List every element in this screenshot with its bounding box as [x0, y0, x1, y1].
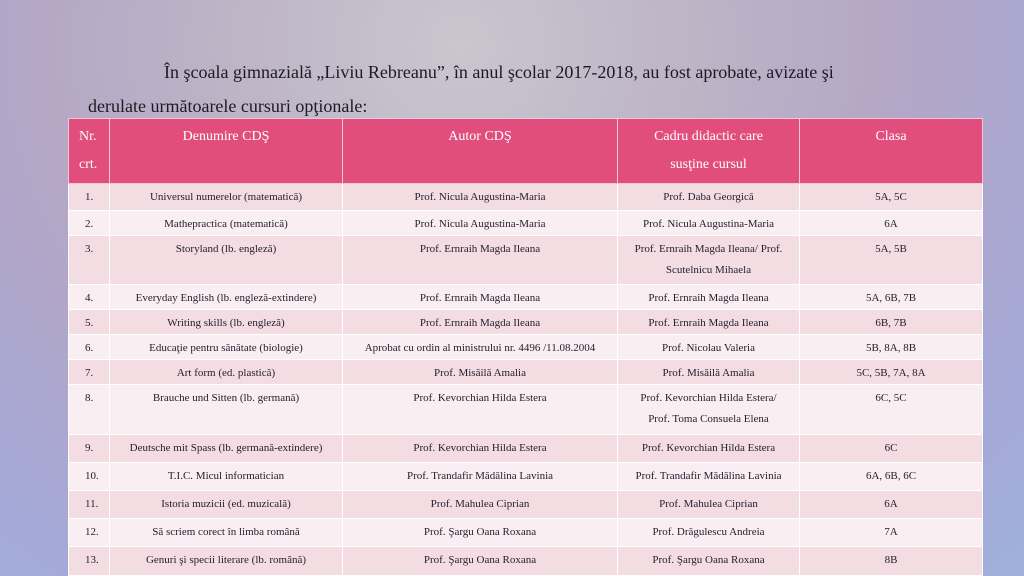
header-autor: Autor CDŞ [343, 119, 618, 184]
cell-nr-text: 1. [85, 191, 94, 203]
cell-denumire [110, 491, 343, 519]
intro-line-2: derulate următoarele cursuri opţionale: [88, 96, 368, 116]
cell-clasa [800, 385, 983, 435]
cell-denumire-text: Istoria muzicii (ed. muzicală) [161, 498, 291, 510]
table-row [69, 184, 983, 211]
cell-denumire [110, 285, 343, 310]
cell-nr [69, 310, 110, 335]
cell-cadru [618, 435, 800, 463]
cell-autor-text: Aprobat cu ordin al ministrului nr. 4496 /11.08.2004 [364, 342, 596, 354]
cell-clasa [800, 184, 983, 211]
cell-nr [69, 519, 110, 547]
header-clasa: Clasa [800, 119, 983, 184]
cell-nr-text: 11. [85, 498, 99, 510]
header-nr-crt [69, 119, 110, 184]
cell-cadru-text: Prof. Ernraih Magda Ileana [648, 292, 769, 304]
cell-clasa-text: 6A [884, 498, 898, 510]
cell-cadru-text: Prof. Nicula Augustina-Maria [642, 218, 775, 230]
cell-clasa-text: 5A, 5C [875, 191, 907, 203]
cell-clasa-text: 6A, 6B, 6C [865, 470, 917, 482]
cell-denumire-text: Art form (ed. plastică) [176, 367, 276, 379]
cell-autor [343, 310, 618, 335]
cell-cadru-text: Prof. Ernraih Magda Ileana [648, 317, 769, 329]
cell-clasa [800, 285, 983, 310]
cell-clasa-text: 6B, 7B [875, 317, 907, 329]
cell-denumire [110, 519, 343, 547]
cell-cadru-text: Prof. Ernraih Magda Ileana/ Prof. [634, 243, 783, 255]
cell-denumire-text: Everyday English (lb. engleză-extindere) [135, 292, 317, 304]
cell-autor [343, 491, 618, 519]
cell-denumire-text: Să scriem corect în limba română [152, 526, 300, 538]
cell-cadru-text: Prof. Kevorchian Hilda Estera/ [640, 392, 777, 404]
cell-denumire-text: Deutsche mit Spass (lb. germană-extindere) [129, 442, 323, 454]
cell-cadru [618, 547, 800, 576]
cell-denumire [110, 211, 343, 236]
cell-clasa-text: 5A, 6B, 7B [865, 292, 917, 304]
cell-autor [343, 435, 618, 463]
cell-clasa-text: 5B, 8A, 8B [865, 342, 917, 354]
intro-paragraph [88, 55, 968, 123]
cell-autor-text: Prof. Mahulea Ciprian [430, 498, 530, 510]
cell-denumire [110, 184, 343, 211]
table-row [69, 435, 983, 463]
cell-denumire-text: Mathepractica (matematică) [164, 218, 288, 230]
header-cadru-line2: susţine cursul [670, 157, 747, 172]
cell-clasa-text: 6A [884, 218, 898, 230]
cell-autor [343, 285, 618, 310]
cell-clasa [800, 236, 983, 285]
cell-cadru-text: Prof. Nicolau Valeria [662, 342, 755, 354]
cell-denumire-text: Storyland (lb. engleză) [175, 243, 277, 255]
cell-nr [69, 285, 110, 310]
table-row [69, 385, 983, 435]
cell-cadru [618, 360, 800, 385]
cell-autor [343, 184, 618, 211]
cell-autor-text: Prof. Nicula Augustina-Maria [414, 218, 546, 230]
cell-nr-text: 2. [85, 218, 94, 230]
cell-clasa [800, 211, 983, 236]
table-row [69, 211, 983, 236]
cell-cadru [618, 463, 800, 491]
cell-nr [69, 547, 110, 576]
cell-nr [69, 211, 110, 236]
header-denumire: Denumire CDŞ [110, 119, 343, 184]
cell-autor [343, 519, 618, 547]
cell-autor [343, 463, 618, 491]
cell-cadru [618, 519, 800, 547]
cell-cadru [618, 491, 800, 519]
cell-nr [69, 184, 110, 211]
cell-nr-text: 10. [85, 470, 99, 482]
table-row [69, 360, 983, 385]
cell-denumire-text: Brauche und Sitten (lb. germană) [152, 392, 300, 404]
cell-denumire [110, 236, 343, 285]
table-row [69, 335, 983, 360]
header-nr-line2: crt. [79, 157, 98, 172]
header-cadru [618, 119, 800, 184]
cell-autor-text: Prof. Kevorchian Hilda Estera [413, 392, 547, 404]
cell-autor-text: Prof. Kevorchian Hilda Estera [413, 442, 547, 454]
cell-cadru-text: Prof. Mahulea Ciprian [659, 498, 758, 510]
cell-nr [69, 491, 110, 519]
cell-denumire-text: Educaţie pentru sănătate (biologie) [149, 342, 303, 354]
cell-clasa [800, 310, 983, 335]
cell-nr-text: 6. [85, 342, 94, 354]
cell-nr-text: 12. [85, 526, 99, 538]
cell-denumire [110, 310, 343, 335]
cell-cadru-text: Prof. Daba Georgică [663, 191, 754, 203]
cell-autor [343, 236, 618, 285]
cell-clasa-text: 6C, 5C [875, 392, 907, 404]
cell-nr-text: 4. [85, 292, 94, 304]
cell-autor-text: Prof. Ernraih Magda Ileana [419, 317, 541, 329]
cell-denumire [110, 547, 343, 576]
cell-autor [343, 335, 618, 360]
cell-cadru [618, 385, 800, 435]
cell-denumire-text: Universul numerelor (matematică) [149, 191, 303, 203]
cell-autor-text: Prof. Şargu Oana Roxana [423, 526, 537, 538]
cell-denumire [110, 360, 343, 385]
cell-autor-text: Prof. Trandafir Mădălina Lavinia [406, 470, 554, 482]
cell-nr [69, 435, 110, 463]
table-row [69, 463, 983, 491]
header-cadru-line1: Cadru didactic care [654, 129, 763, 144]
cell-autor [343, 385, 618, 435]
cell-nr-text: 5. [85, 317, 94, 329]
cell-clasa [800, 491, 983, 519]
cell-autor-text: Prof. Misăilă Amalia [434, 367, 526, 379]
cell-nr [69, 463, 110, 491]
cell-nr-text: 9. [85, 442, 94, 454]
cell-cadru-text: Prof. Trandafir Mădălina Lavinia [635, 470, 782, 482]
cell-nr [69, 360, 110, 385]
table-row [69, 519, 983, 547]
cell-cadru-text: Prof. Drăgulescu Andreia [652, 526, 765, 538]
cell-denumire-text: T.I.C. Micul informatician [167, 470, 285, 482]
cell-nr-text: 3. [85, 243, 94, 255]
header-nr-line1: Nr. [79, 129, 97, 144]
cell-cadru [618, 285, 800, 310]
cell-clasa [800, 519, 983, 547]
cell-clasa [800, 335, 983, 360]
table-header-row [69, 119, 983, 184]
cell-nr [69, 385, 110, 435]
cell-clasa-text: 5A, 5B [875, 243, 907, 255]
cell-clasa-text: 5C, 5B, 7A, 8A [856, 367, 926, 379]
cell-cadru-text: Prof. Kevorchian Hilda Estera [641, 442, 776, 454]
cell-denumire-text: Genuri şi specii literare (lb. română) [145, 554, 307, 566]
cell-clasa [800, 547, 983, 576]
cell-autor [343, 360, 618, 385]
cell-denumire [110, 335, 343, 360]
cell-cadru [618, 211, 800, 236]
cell-autor [343, 211, 618, 236]
table-row [69, 310, 983, 335]
cell-denumire [110, 385, 343, 435]
cell-cadru [618, 236, 800, 285]
table-row [69, 285, 983, 310]
cell-autor [343, 547, 618, 576]
cell-nr-text: 8. [85, 392, 94, 404]
cell-clasa [800, 360, 983, 385]
cell-denumire-text: Writing skills (lb. engleză) [167, 317, 285, 329]
cell-cadru-text: Prof. Misăilă Amalia [662, 367, 755, 379]
cell-nr [69, 236, 110, 285]
intro-line-1: În şcoala gimnazială „Liviu Rebreanu”, în anul şcolar 2017-2018, au fost aprobate, avizate şi [164, 62, 834, 82]
cell-clasa-text: 8B [884, 554, 898, 566]
table-row [69, 236, 983, 285]
cell-cadru-line2-text: Scutelnicu Mihaela [665, 264, 752, 276]
cell-nr-text: 13. [85, 554, 99, 566]
table-row [69, 547, 983, 576]
cell-clasa-text: 7A [884, 526, 898, 538]
cell-clasa-text: 6C [884, 442, 898, 454]
cell-nr [69, 335, 110, 360]
cell-cadru [618, 335, 800, 360]
cell-clasa [800, 435, 983, 463]
cell-autor-text: Prof. Nicula Augustina-Maria [414, 191, 546, 203]
cell-autor-text: Prof. Şargu Oana Roxana [423, 554, 537, 566]
cell-cadru-text: Prof. Şargu Oana Roxana [652, 554, 765, 566]
cds-table [68, 118, 983, 576]
cell-cadru [618, 184, 800, 211]
cell-denumire [110, 435, 343, 463]
cell-cadru-line2-text: Prof. Toma Consuela Elena [648, 413, 769, 425]
cell-autor-text: Prof. Ernraih Magda Ileana [419, 243, 541, 255]
table-row [69, 491, 983, 519]
cell-cadru [618, 310, 800, 335]
cell-nr-text: 7. [85, 367, 94, 379]
cell-clasa [800, 463, 983, 491]
cell-denumire [110, 463, 343, 491]
cell-autor-text: Prof. Ernraih Magda Ileana [419, 292, 541, 304]
